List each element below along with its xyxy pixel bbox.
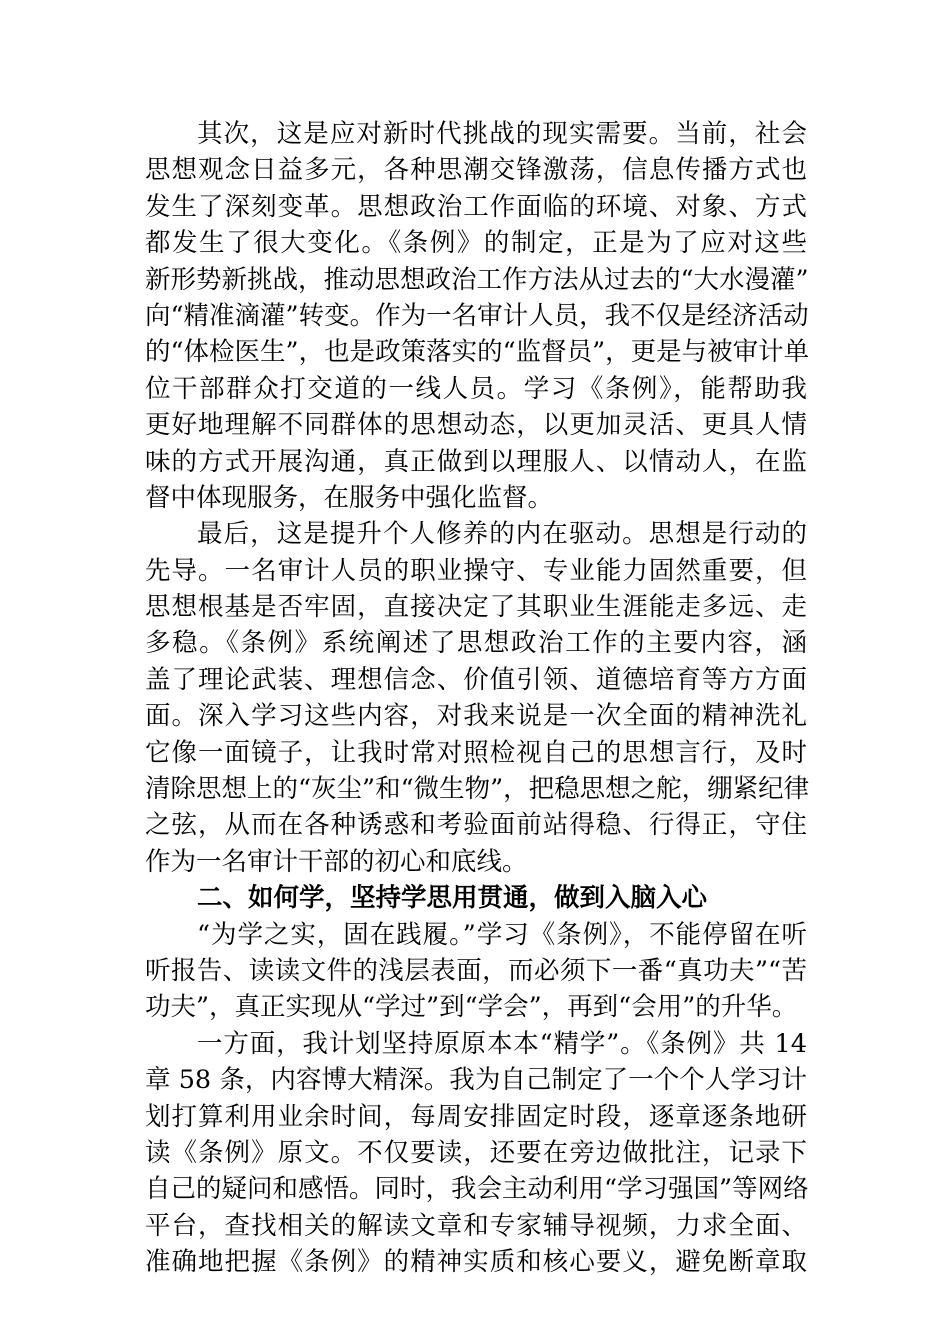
text-line: 思想观念日益多元，各种思潮交锋激荡，信息传播方式也 (145, 155, 807, 186)
text-line: 平台，查找相关的解读文章和专家辅导视频，力求全面、 (145, 1210, 807, 1241)
section-heading (145, 880, 807, 916)
text-line: 向“精准滴灌”转变。作为一名审计人员，我不仅是经济活动 (145, 300, 809, 331)
text-line: 其次，这是应对新时代挑战的现实需要。当前，社会 (197, 119, 807, 149)
text-line: 一方面，我计划坚持原原本本“精学”。《条例》共 14 (197, 1028, 807, 1059)
text-line: 听报告、读读文件的浅层表面，而必须下一番“真功夫”“苦 (145, 955, 807, 986)
text-line: 它像一面镜子，让我时常对照检视自己的思想言行，及时 (145, 737, 807, 768)
text-line: 先导。一名审计人员的职业操守、专业能力固然重要，但 (145, 555, 807, 586)
text-line: 作为一名审计干部的初心和底线。 (145, 846, 528, 877)
paragraph-2 (145, 516, 810, 880)
text-line: 划打算利用业余时间，每周安排固定时段，逐章逐条地研 (145, 1101, 807, 1132)
text-line: 读《条例》原文。不仅要读，还要在旁边做批注，记录下 (145, 1137, 807, 1168)
text-line: 督中体现服务，在服务中强化监督。 (145, 482, 554, 513)
paragraph-1 (145, 116, 810, 516)
text-line: 新形势新挑战，推动思想政治工作方法从过去的“大水漫灌” (145, 264, 809, 295)
text-line: 自己的疑问和感悟。同时，我会主动利用“学习强国”等网络 (145, 1174, 809, 1205)
text-line: 之弦，从而在各种诱惑和考验面前站得稳、行得正，守住 (145, 810, 807, 841)
document-body (145, 116, 810, 1281)
text-line: 都发生了很大变化。《条例》的制定，正是为了应对这些 (145, 228, 807, 259)
text-line: 准确地把握《条例》的精神实质和核心要义，避免断章取 (145, 1247, 807, 1278)
text-line: 最后，这是提升个人修养的内在驱动。思想是行动的 (197, 519, 807, 550)
text-line: “为学之实，固在践履。”学习《条例》，不能停留在听 (197, 919, 807, 950)
text-line: 更好地理解不同群体的思想动态，以更加灵活、更具人情 (145, 410, 807, 441)
text-line: 位干部群众打交道的一线人员。学习《条例》，能帮助我 (145, 373, 807, 404)
section-heading-text: 二、如何学，坚持学思用贯通，做到入脑入心 (197, 883, 708, 914)
text-line: 发生了深刻变革。思想政治工作面临的环境、对象、方式 (145, 191, 807, 222)
text-line: 章 58 条，内容博大精深。我为自己制定了一个个人学习计 (145, 1065, 807, 1096)
text-line: 功夫”，真正实现从“学过”到“学会”，再到“会用”的升华。 (145, 992, 798, 1023)
text-line: 多稳。《条例》系统阐述了思想政治工作的主要内容，涵 (145, 628, 807, 659)
text-line: 面。深入学习这些内容，对我来说是一次全面的精神洗礼 (145, 701, 807, 732)
paragraph-3 (145, 917, 807, 1026)
text-line: 味的方式开展沟通，真正做到以理服人、以情动人，在监 (145, 446, 807, 477)
text-line: 的“体检医生”，也是政策落实的“监督员”，更是与被审计单 (145, 337, 810, 368)
paragraph-4 (145, 1026, 807, 1281)
text-line: 清除思想上的“灰尘”和“微生物”，把稳思想之舵，绷紧纪律 (145, 774, 810, 805)
text-line: 盖了理论武装、理想信念、价值引领、道德培育等方方面 (145, 664, 807, 695)
text-line: 思想根基是否牢固，直接决定了其职业生涯能走多远、走 (145, 592, 807, 623)
